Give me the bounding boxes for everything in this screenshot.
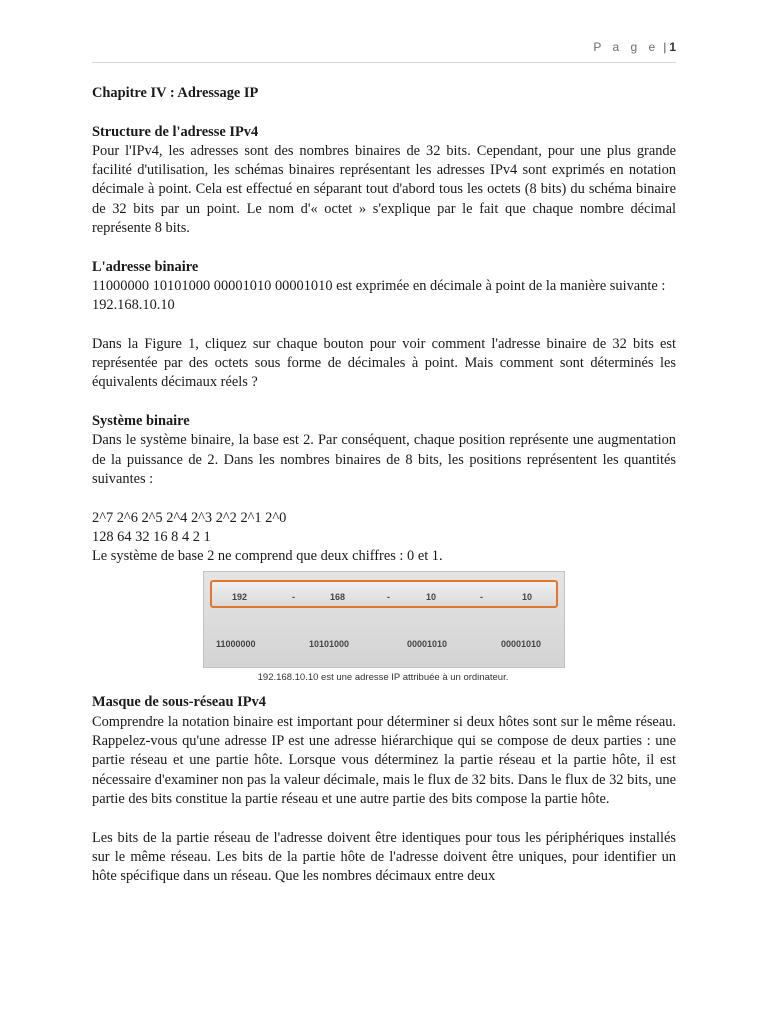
base-two-note: Le système de base 2 ne comprend que deux chiffres : 0 et 1. (92, 548, 443, 565)
paragraph-structure: Pour l'IPv4, les adresses sont des nombres binaires de 32 bits. Cependant, pour une plus grande facilité d'utilisation, les schémas binaires représentant les adresses IPv4 sont exprimés en notation décimale à point. Cela est effectué en séparant tout d'abord tous les octets (8 bits) du schéma binaire de 32 bits par un point. Le nom d'« octet » s'explique par le fait que chaque nombre décimal représente 8 bits. (92, 142, 676, 237)
octet-1: 192 (232, 592, 248, 603)
dotted-decimal-bar (210, 580, 558, 608)
section-heading-binary-system: Système binaire (92, 413, 190, 430)
page-separator: | (663, 40, 667, 54)
page-header (92, 40, 676, 63)
binary-octets-row (204, 632, 564, 652)
paragraph-binary-system: Dans le système binaire, la base est 2. Par conséquent, chaque position représente une augmentation de la puissance de 2. Dans les nombres binaires de 8 bits, les positions représentent les quantités suivantes : (92, 432, 676, 487)
binary-positions (92, 509, 676, 567)
figure-caption: 192.168.10.10 est une adresse IP attribuée à un ordinateur. (257, 672, 509, 684)
paragraph-network-bits: Les bits de la partie réseau de l'adresse doivent être identiques pour tous les périphériques installés sur le même réseau. Les bits de la partie hôte de l'adresse doivent être uniques, pour identifier un hôte spécifique dans un réseau. Que les nombres décimaux entre deux (92, 829, 676, 885)
position-values: 128 64 32 16 8 4 2 1 (92, 528, 211, 545)
octet-separator-1: - (292, 592, 295, 603)
ip-address-figure (203, 571, 563, 683)
dotted-decimal-example: 192.168.10.10 (92, 297, 175, 314)
powers-of-two: 2^7 2^6 2^5 2^4 2^3 2^2 2^1 2^0 (92, 509, 287, 526)
figure-panel (203, 571, 565, 668)
chapter-title: Chapitre IV : Adressage IP (92, 85, 259, 101)
binary-address-sentence: 11000000 10101000 00001010 00001010 est exprimée en décimale à point de la manière suivante : (92, 277, 666, 294)
paragraph-figure-reference: Dans la Figure 1, cliquez sur chaque bouton pour voir comment l'adresse binaire de 32 bits est représentée par des octets sous forme de décimales à point. Mais comment sont déterminés les équivalents décimaux réels ? (92, 335, 676, 391)
paragraph-binary-address (92, 277, 676, 316)
binary-octet-4: 00001010 (501, 639, 542, 650)
binary-octet-3: 00001010 (407, 639, 448, 650)
binary-octet-1: 11000000 (216, 639, 256, 650)
page-number: 1 (669, 40, 676, 54)
page-label: P a g e (593, 40, 660, 54)
octet-2: 168 (330, 592, 346, 603)
paragraph-subnet-mask: Comprendre la notation binaire est important pour déterminer si deux hôtes sont sur le même réseau. Rappelez-vous qu'une adresse IP est une adresse hiérarchique qui se compose de deux parties : une partie réseau et une partie hôte. Lorsque vous déterminez la partie réseau et la partie hôte, il est nécessaire d'examiner non pas la valeur décimale, mais le flux de 32 bits. Dans le flux de 32 bits, une partie des bits constitue la partie réseau et une autre partie des bits compose la partie hôte. (92, 713, 676, 807)
octet-separator-3: - (480, 592, 483, 603)
section-heading-structure: Structure de l'adresse IPv4 (92, 123, 259, 140)
binary-octet-2: 10101000 (309, 639, 350, 650)
section-heading-binary-address: L'adresse binaire (92, 258, 199, 275)
octet-3: 10 (426, 592, 437, 603)
octet-4: 10 (522, 592, 533, 603)
document-body (92, 84, 676, 906)
octet-separator-2: - (387, 592, 390, 603)
section-heading-subnet-mask: Masque de sous-réseau IPv4 (92, 694, 266, 711)
